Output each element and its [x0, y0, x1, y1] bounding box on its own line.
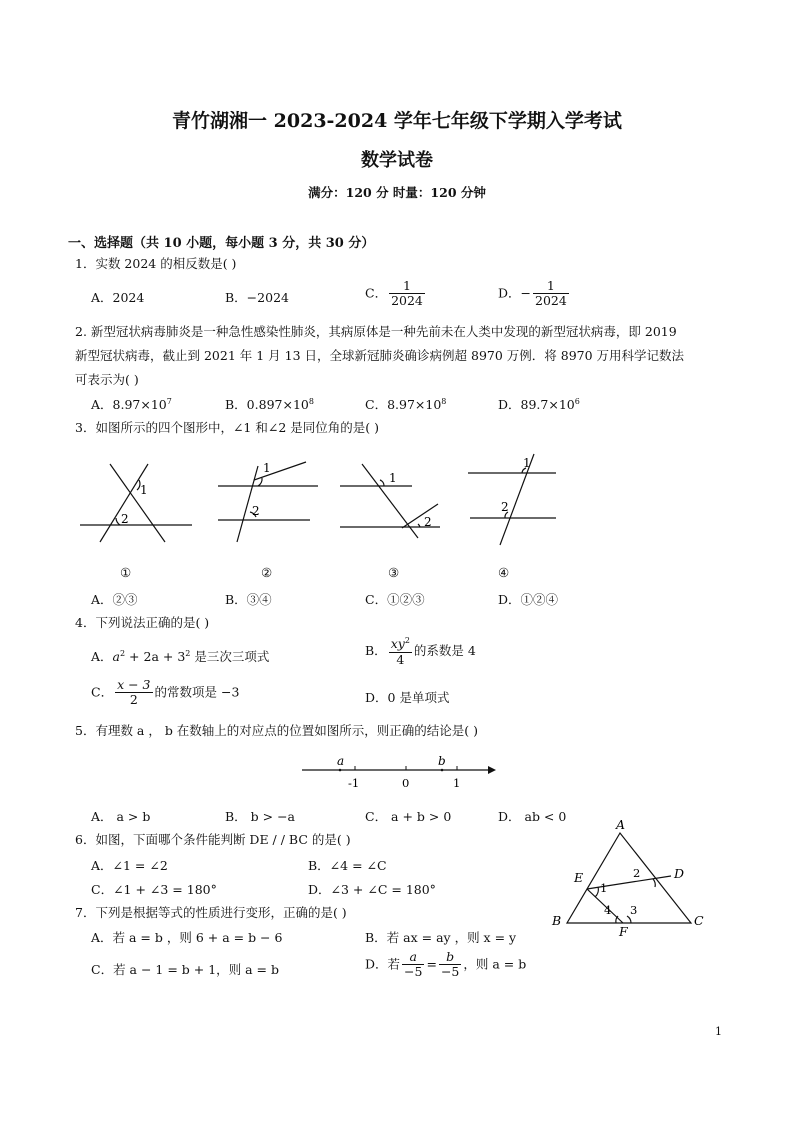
q2-option-c: C．$8.97\times 10^8$	[365, 396, 447, 412]
q2-stem-line1: 2. 新型冠状病毒肺炎是一种急性感染性肺炎，其病原体是一种先前未在人类中发现的新型冠状病毒，即 2019	[75, 324, 677, 339]
q6-angle-4: 4	[604, 903, 612, 917]
q6-vertex-c: C	[694, 913, 704, 928]
q3-figure-3-label: ③	[388, 565, 400, 580]
q7-stem: 7．下列是根据等式的性质进行变形，正确的是( )	[75, 905, 347, 920]
q5-stem: 5．有理数 a ， b 在数轴上的对应点的位置如图所示，则正确的结论是( )	[75, 723, 479, 738]
q3-figure-2-label: ②	[261, 565, 273, 580]
q3-figure-1	[80, 464, 192, 542]
q3-figures	[0, 450, 794, 570]
q3-fig4-angle2: 2	[501, 500, 509, 514]
q5-option-a: A． a > b	[91, 809, 151, 824]
exam-meta: 满分：120 分 时量：120 分钟	[308, 185, 486, 200]
q6-angle-3: 3	[630, 903, 638, 917]
q5-tick-1: 1	[453, 776, 461, 790]
q5-point-a: a	[337, 754, 345, 768]
q5-option-d: D． ab < 0	[498, 809, 567, 824]
q4-option-d: D．0 是单项式	[365, 690, 450, 705]
q7-option-c: C．若 a − 1 = b + 1，则 a = b	[91, 962, 280, 977]
q7-option-a: A．若 a = b ，则 6 + a = b − 6	[91, 930, 283, 945]
q2-option-d: D．$89.7\times 10^6$	[498, 396, 580, 412]
q3-figure-4	[468, 454, 556, 545]
q3-fig3-angle1: 1	[389, 471, 397, 485]
q3-figure-1-label: ①	[120, 565, 132, 580]
q3-fig4-angle1: 1	[523, 456, 531, 470]
q6-triangle-figure	[545, 815, 725, 945]
q3-figure-4-label: ④	[498, 565, 510, 580]
q1-option-c: C． $\frac{1}{2024}$	[365, 278, 423, 309]
q6-stem: 6．如图，下面哪个条件能判断 DE / / BC 的是( )	[75, 832, 351, 847]
q7-option-b: B．若 ax = ay ，则 x = y	[365, 930, 517, 945]
q5-option-c: C． a + b > 0	[365, 809, 452, 824]
q5-number-line	[300, 754, 510, 794]
q5-option-b: B． b > −a	[225, 809, 296, 824]
exam-title: 青竹湖湘一 2023-2024 学年七年级下学期入学考试	[172, 110, 622, 132]
q1-option-b: B．−2024	[225, 290, 289, 305]
q6-angle-2: 2	[633, 866, 641, 880]
q4-option-c: C． $\frac{x - 3}{2}$ 的常数项是 −3	[91, 677, 240, 708]
q5-tick-neg1: -1	[348, 776, 360, 790]
q3-option-a: A．②③	[91, 592, 138, 607]
q3-fig3-angle2: 2	[424, 515, 432, 529]
q3-option-c: C．①②③	[365, 592, 425, 607]
q5-point-b: b	[438, 754, 446, 768]
q6-point-f: F	[619, 924, 628, 939]
q3-option-b: B．③④	[225, 592, 272, 607]
q6-option-d: D．∠3 + ∠C = 180°	[308, 882, 436, 897]
q3-fig1-angle2: 2	[121, 512, 129, 526]
q1-option-a: A．2024	[91, 290, 145, 305]
q6-option-b: B．∠4 = ∠C	[308, 858, 387, 873]
q6-option-c: C．∠1 + ∠3 = 180°	[91, 882, 217, 897]
q3-fig2-angle2: 2	[252, 504, 260, 518]
q2-option-a: A．$8.97\times 10^7$	[91, 396, 172, 412]
q3-fig2-angle1: 1	[263, 461, 271, 475]
q6-point-e: E	[574, 870, 584, 885]
page-number: 1	[715, 1025, 722, 1038]
q6-point-d: D	[674, 866, 685, 881]
section-heading: 一、选择题（共 10 小题，每小题 3 分，共 30 分）	[68, 236, 375, 251]
q6-angle-1: 1	[600, 881, 608, 895]
exam-subtitle: 数学试卷	[361, 150, 433, 171]
q1-stem: 1．实数 2024 的相反数是( )	[75, 256, 237, 271]
q4-option-a: A．$a^2 + 2a + 3^2$ 是三次三项式	[91, 648, 270, 664]
q2-stem-line3: 可表示为( )	[75, 372, 139, 387]
q4-option-b: B． $\frac{xy^2}{4}$ 的系数是 4	[365, 636, 476, 667]
q2-option-b: B．$0.897\times 10^8$	[225, 396, 314, 412]
q6-vertex-a: A	[616, 817, 626, 832]
q1-option-d: D．− $\frac{1}{2024}$	[498, 278, 567, 309]
q3-option-d: D．①②④	[498, 592, 559, 607]
q3-stem: 3．如图所示的四个图形中，∠1 和∠2 是同位角的是( )	[75, 420, 379, 435]
q6-vertex-b: B	[552, 913, 562, 928]
q5-tick-0: 0	[402, 776, 410, 790]
q2-stem-line2: 新型冠状病毒，截止到 2021 年 1 月 13 日，全球新冠肺炎确诊病例超 8970 万例．将 8970 万用科学记数法	[75, 348, 685, 363]
q7-option-d: D．若 $\frac{a}{-5}$ = $\frac{b}{-5}$ ，则 a = b	[365, 949, 527, 980]
q3-fig1-angle1: 1	[140, 483, 148, 497]
q6-option-a: A．∠1 = ∠2	[91, 858, 168, 873]
q4-stem: 4．下列说法正确的是( )	[75, 615, 210, 630]
